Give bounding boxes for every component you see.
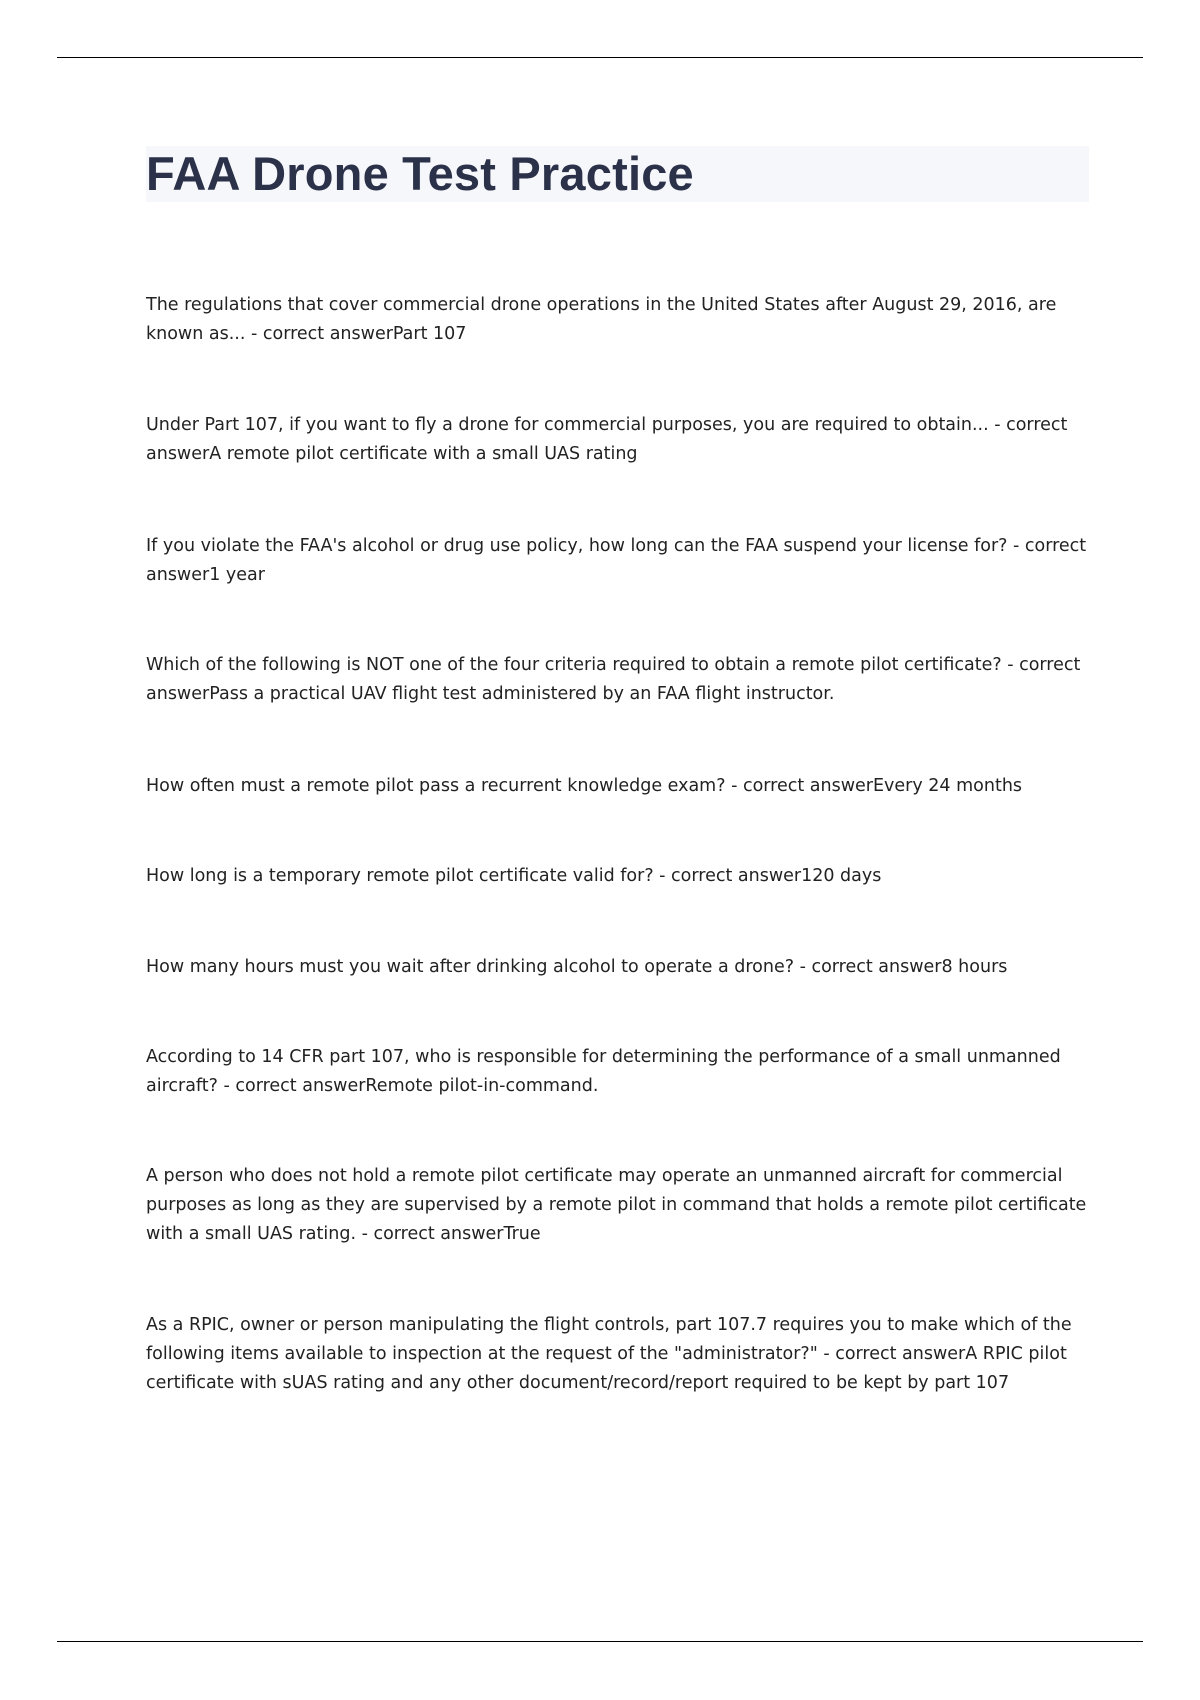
- qa-item-6: How long is a temporary remote pilot certificate valid for? - correct answer120 days: [146, 866, 882, 886]
- qa-item-8: According to 14 CFR part 107, who is responsible for determining the performance of a small unmanned aircraft? - correct answerRemote pilot-in-command.: [146, 1047, 1061, 1096]
- qa-item-9: A person who does not hold a remote pilot certificate may operate an unmanned aircraft for commercial purposes as long as they are supervised by a remote pilot in command that holds a remote pilot certificate with a small UAS rating. - correct answerTrue: [146, 1166, 1087, 1244]
- page-title: FAA Drone Test Practice: [146, 147, 694, 200]
- qa-item-10: As a RPIC, owner or person manipulating the flight controls, part 107.7 requires you to make which of the following items available to inspection at the request of the "administrator?" - correct answerA RPIC pilot certificate with sUAS rating and any other document/record/report required to be kept by part 107: [146, 1315, 1072, 1393]
- qa-item-4: Which of the following is NOT one of the four criteria required to obtain a remote pilot certificate? - correct answerPass a practical UAV flight test administered by an FAA flight instructor.: [146, 655, 1081, 704]
- qa-item-7: How many hours must you wait after drinking alcohol to operate a drone? - correct answer8 hours: [146, 957, 1008, 977]
- qa-item-5: How often must a remote pilot pass a recurrent knowledge exam? - correct answerEvery 24 months: [146, 776, 1023, 796]
- title-band: [146, 146, 1089, 202]
- top-divider: [57, 57, 1143, 58]
- qa-item-3: If you violate the FAA's alcohol or drug use policy, how long can the FAA suspend your license for? - correct answer1 year: [146, 536, 1087, 585]
- qa-item-1: The regulations that cover commercial drone operations in the United States after August 29, 2016, are known as... - correct answerPart 107: [146, 295, 1057, 344]
- bottom-divider: [57, 1641, 1143, 1642]
- qa-item-2: Under Part 107, if you want to fly a drone for commercial purposes, you are required to obtain... - correct answerA remote pilot certificate with a small UAS rating: [146, 415, 1068, 464]
